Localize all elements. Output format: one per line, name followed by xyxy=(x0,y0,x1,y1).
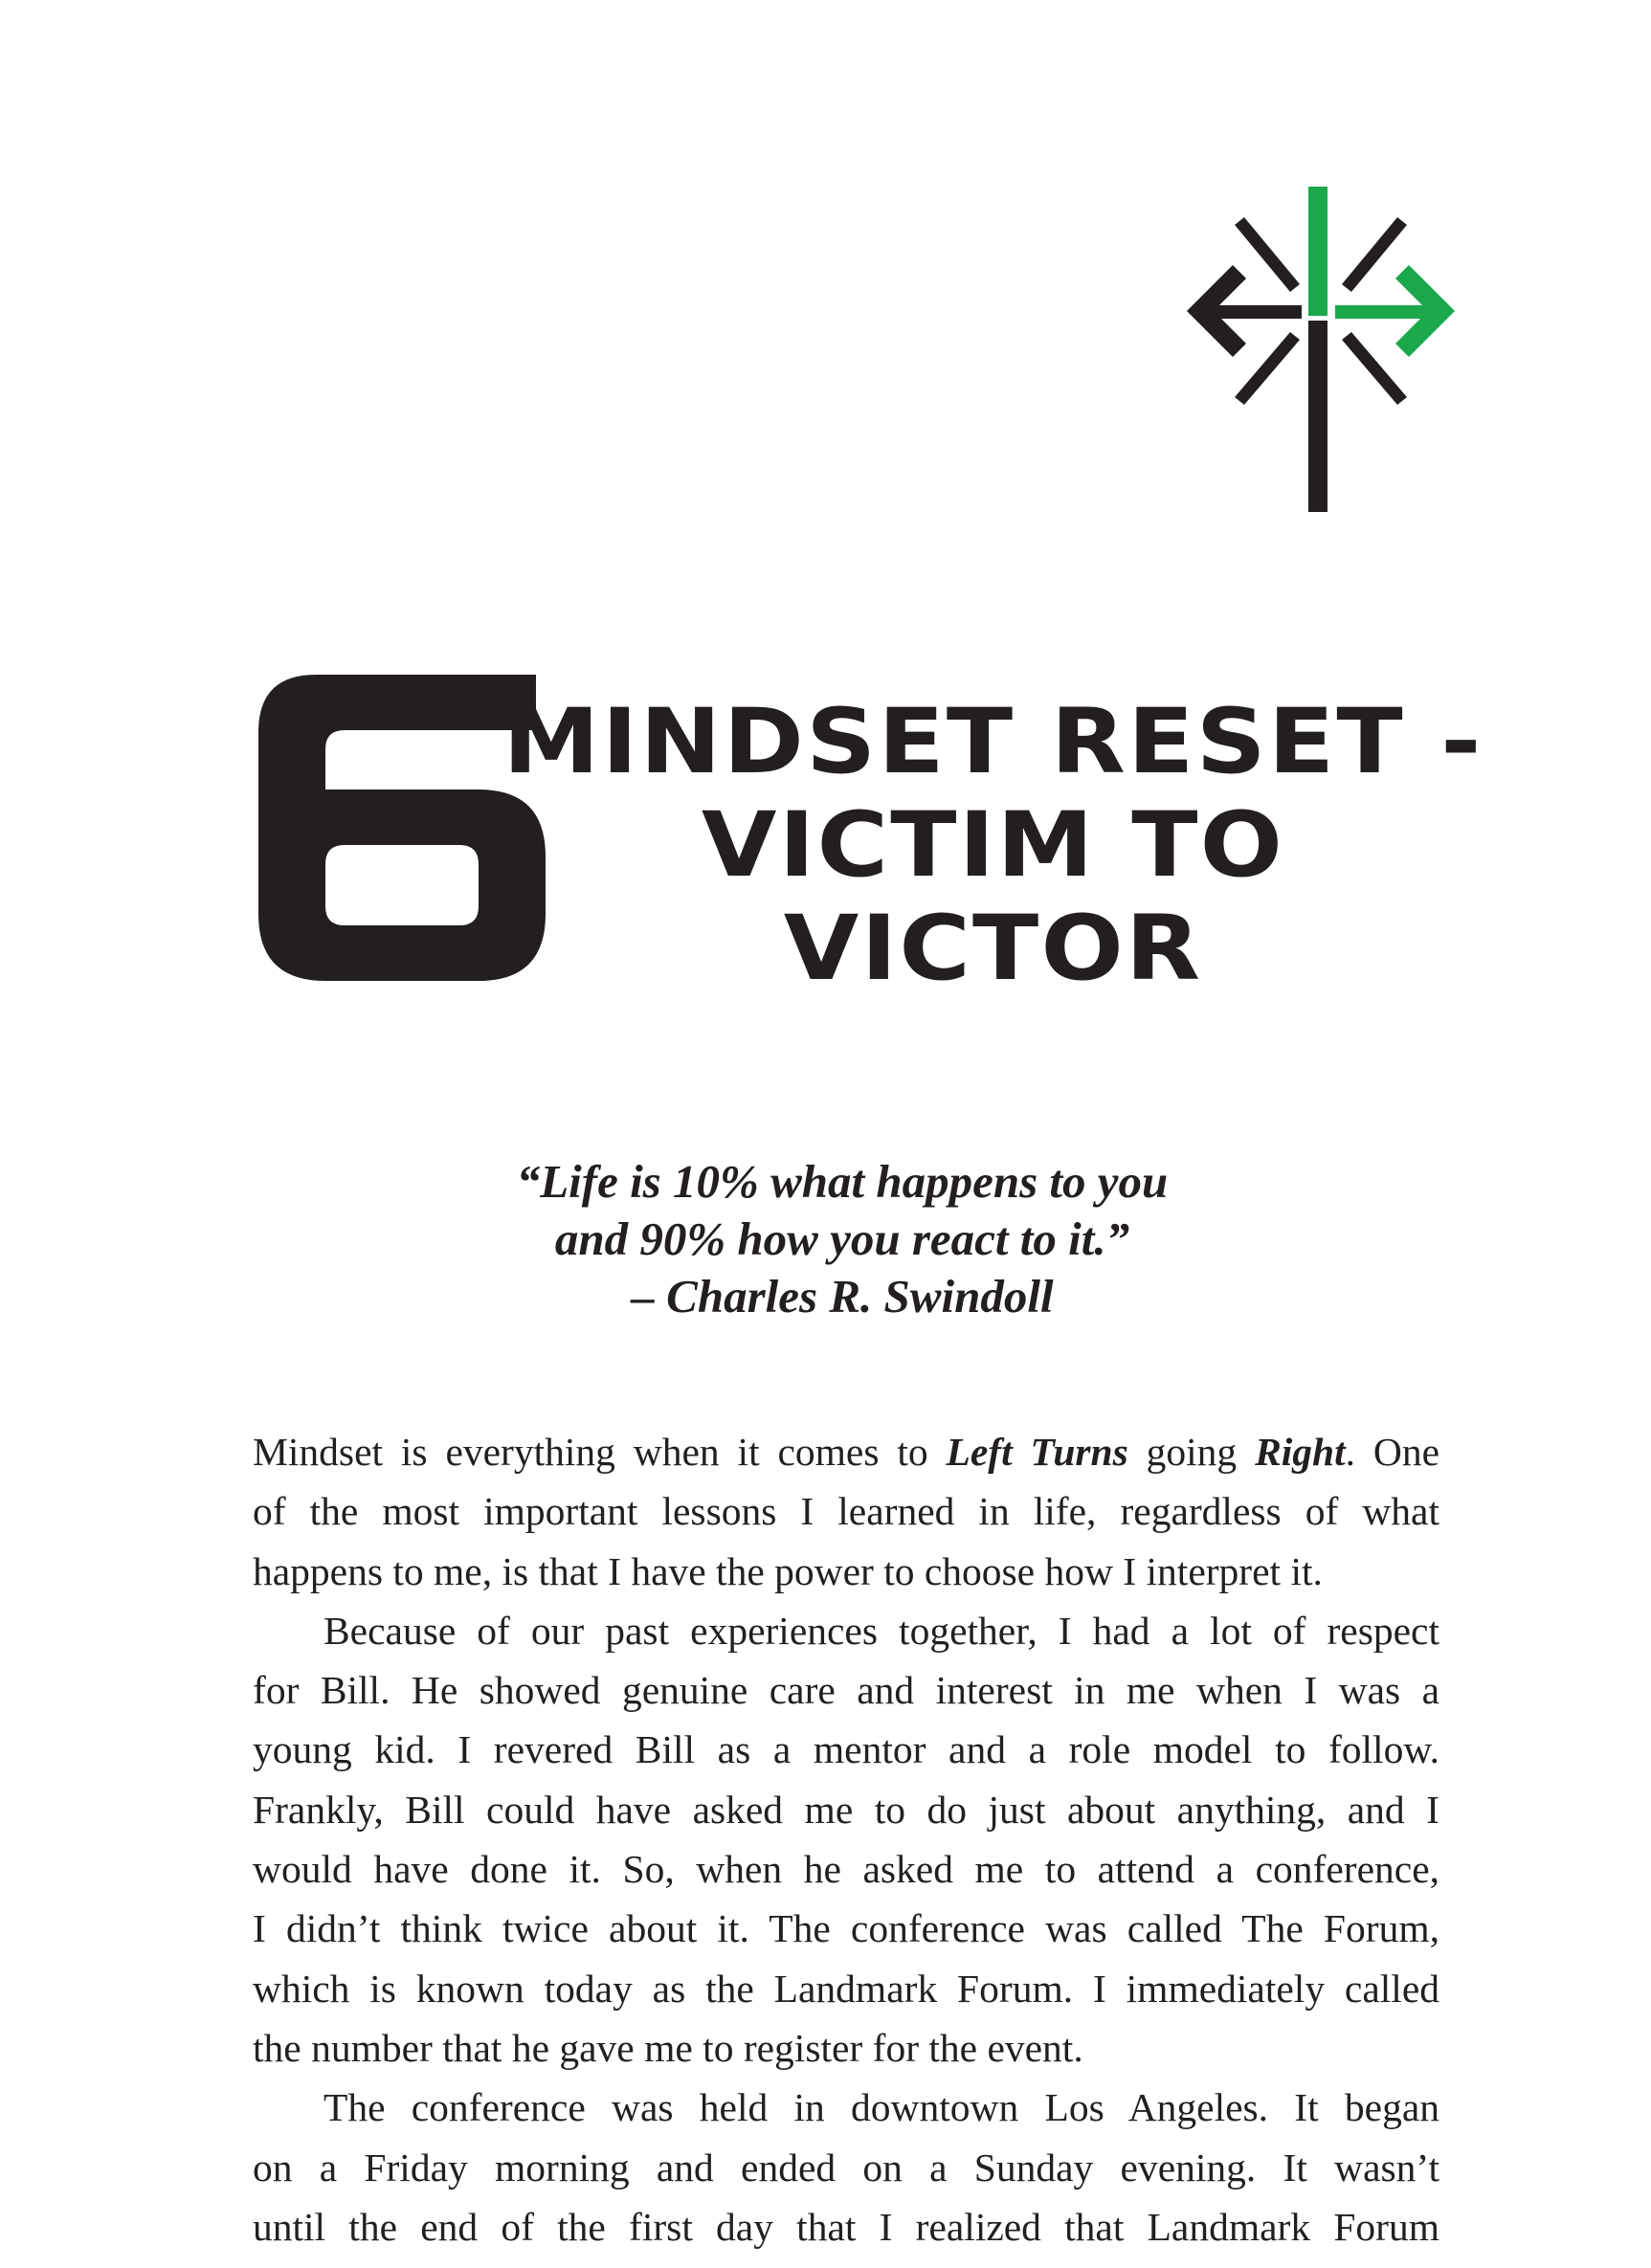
text-line: The conference was held in downtown Los Angeles. It began xyxy=(324,2085,1439,2130)
text-line: which is known today as the Landmark Forum. I immediately called xyxy=(253,1966,1439,2011)
text-line: I didn’t think twice about it. The conference was called The Forum, xyxy=(253,1906,1439,1951)
quote-attribution: – Charles R. Swindoll xyxy=(631,1270,1054,1323)
quote-line: “Life is 10% what happens to you xyxy=(516,1155,1169,1208)
text-line: happens to me, is that I have the power to choose how I interpret it. xyxy=(253,1548,1323,1593)
quote-line: and 90% how you react to it.” xyxy=(554,1212,1130,1265)
text-line: would have done it. So, when he asked me to attend a conference, xyxy=(253,1847,1439,1892)
emphasis-left-turns: Left Turns xyxy=(946,1430,1128,1474)
cross-arrows-icon xyxy=(1187,187,1455,512)
chapter-title xyxy=(489,691,1497,1001)
body-text xyxy=(253,1422,1439,2257)
epigraph-quote xyxy=(287,1153,1397,1325)
paragraph xyxy=(253,2078,1439,2257)
text-line: for Bill. He showed genuine care and interest in me when I was a xyxy=(253,1668,1439,1713)
chapter-title-line: VICTOR xyxy=(783,897,1203,1001)
text-line: Because of our past experiences together, I had a lot of respect xyxy=(324,1608,1439,1653)
chapter-number-text: 6 xyxy=(258,675,259,676)
chapter-title-line: VICTIM TO xyxy=(701,793,1285,898)
text-line: Mindset is everything when it comes to Left Turns going Right. One xyxy=(253,1430,1440,1474)
emphasis-right: Right xyxy=(1255,1430,1346,1474)
paragraph xyxy=(253,1601,1439,2078)
text-line: Frankly, Bill could have asked me to do just about anything, and I xyxy=(253,1787,1439,1832)
text-line: until the end of the first day that I realized that Landmark Forum xyxy=(253,2204,1439,2249)
paragraph xyxy=(253,1422,1439,1601)
text-line: young kid. I revered Bill as a mentor and a role model to follow. xyxy=(253,1727,1439,1772)
text-line: of the most important lessons I learned in life, regardless of what xyxy=(253,1489,1439,1534)
chapter-title-line: MINDSET RESET - xyxy=(502,690,1484,794)
text-line: on a Friday morning and ended on a Sunday evening. It wasn’t xyxy=(253,2145,1439,2190)
text-line: the number that he gave me to register for the event. xyxy=(253,2025,1083,2070)
